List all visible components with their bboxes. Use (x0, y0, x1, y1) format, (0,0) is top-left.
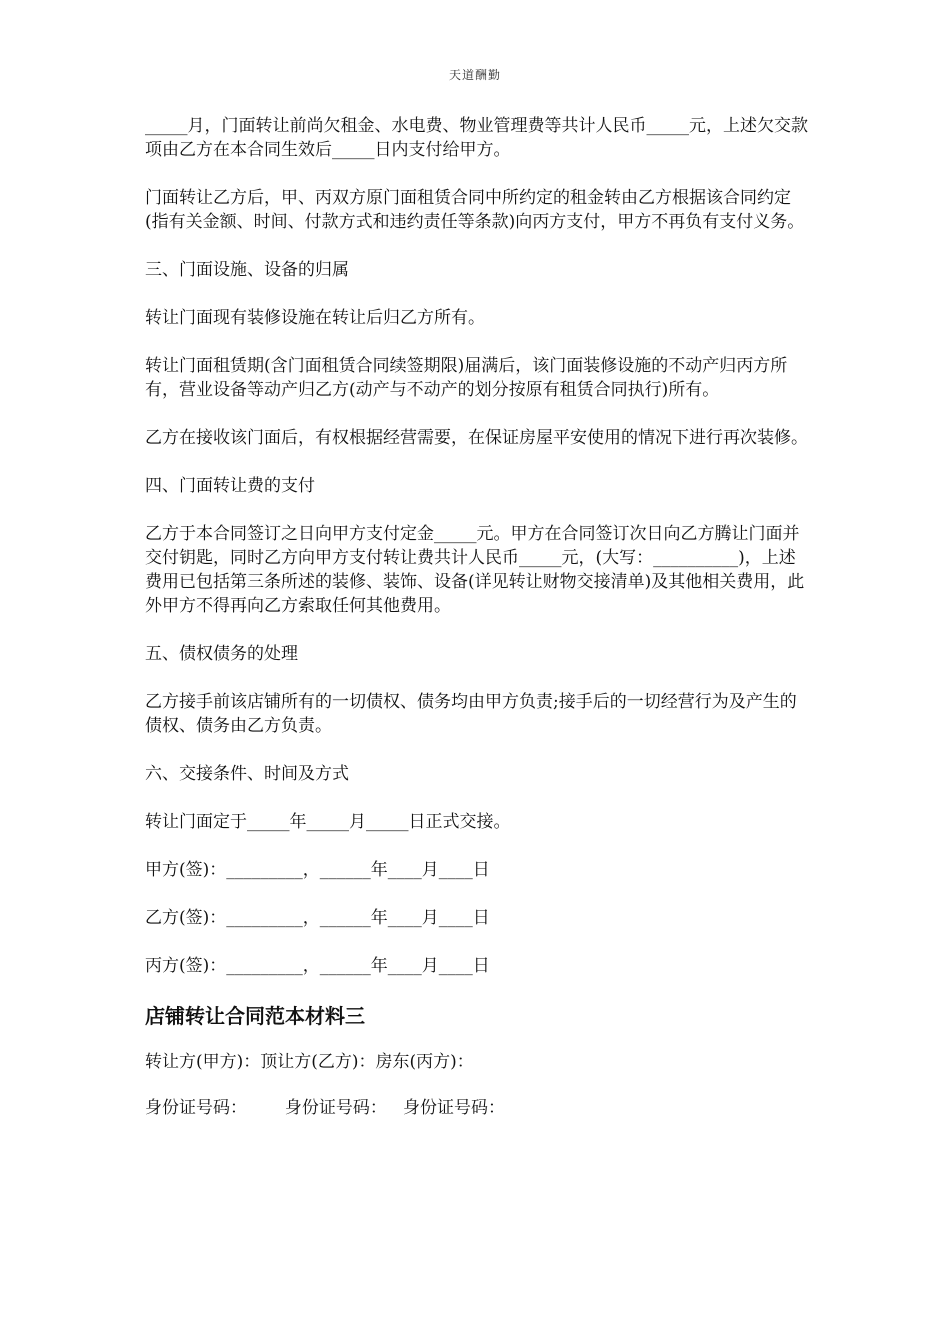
section-heading-3: 三、门面设施、设备的归属 (145, 260, 349, 280)
signature-party-c: 丙方(签)：_________，______年____月____日 (145, 956, 490, 976)
section-heading-4: 四、门面转让费的支付 (145, 476, 315, 496)
paragraph-payment: 乙方于本合同签订之日向甲方支付定金_____元。甲方在合同签订次日向乙方腾让门面并交付钥匙，同时乙方向甲方支付转让费共计人民币_____元，(大写：__________)，上述费用已包括第三条所述的装修、装饰、设备(详见转让财物交接清单)及其他相关费用，此外甲方不得再向乙方索取任何其他费用。 (145, 524, 805, 616)
paragraph-decoration-ownership: 转让门面现有装修设施在转让后归乙方所有。 (145, 308, 485, 328)
signature-party-b: 乙方(签)：_________，______年____月____日 (145, 908, 490, 928)
paragraph-rent-transfer: 门面转让乙方后，甲、丙双方原门面租赁合同中所约定的租金转由乙方根据该合同约定(指有关金额、时间、付款方式和违约责任等条款)向丙方支付，甲方不再负有支付义务。 (145, 188, 805, 232)
paragraph-debts: 乙方接手前该店铺所有的一切债权、债务均由甲方负责;接手后的一切经营行为及产生的债权、债务由乙方负责。 (145, 692, 797, 736)
document-body (145, 114, 810, 1142)
signature-party-a: 甲方(签)：_________，______年____月____日 (145, 860, 490, 880)
section-heading-5: 五、债权债务的处理 (145, 644, 298, 664)
section-title: 店铺转让合同范本材料三 (145, 1004, 365, 1028)
paragraph-renovation: 乙方在接收该门面后，有权根据经营需要，在保证房屋平安使用的情况下进行再次装修。 (145, 428, 808, 448)
section-heading-6: 六、交接条件、时间及方式 (145, 764, 349, 784)
page-header: 天道酬勤 (448, 68, 501, 82)
parties-line: 转让方(甲方)：顶让方(乙方)：房东(丙方)： (145, 1052, 474, 1072)
paragraph-handover-date: 转让门面定于_____年_____月_____日正式交接。 (145, 812, 511, 832)
paragraph-arrears: _____月，门面转让前尚欠租金、水电费、物业管理费等共计人民币_____元，上述欠交款项由乙方在本合同生效后_____日内支付给甲方。 (145, 116, 808, 160)
paragraph-lease-expiry: 转让门面租赁期(含门面租赁合同续签期限)届满后，该门面装修设施的不动产归丙方所有，营业设备等动产归乙方(动产与不动产的划分按原有租赁合同执行)所有。 (145, 356, 788, 400)
id-number-line: 身份证号码： 身份证号码： 身份证号码： (145, 1098, 506, 1118)
